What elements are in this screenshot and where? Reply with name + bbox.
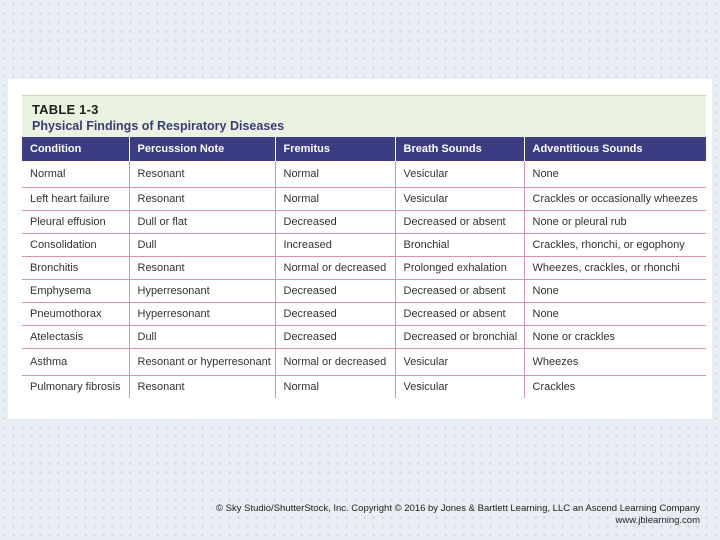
header-adventitious-sounds: Adventitious Sounds [524, 137, 706, 161]
table-row [22, 376, 706, 399]
cell-breath: Decreased or bronchial [395, 326, 524, 349]
cell-breath: Prolonged exhalation [395, 257, 524, 280]
cell-adventitious: Crackles [532, 381, 576, 393]
cell-fremitus: Normal [275, 376, 395, 399]
cell-adventitious: Crackles, rhonchi, or egophony [524, 234, 706, 257]
cell-condition: Pneumothorax [22, 303, 129, 326]
cell-fremitus: Decreased [275, 211, 395, 234]
copyright-credit [216, 503, 700, 527]
table-row [22, 303, 706, 326]
cell-condition: Left heart failure [22, 188, 129, 211]
cell-fremitus: Decreased [275, 303, 395, 326]
cell-adventitious: None or crackles [524, 326, 706, 349]
cell-fremitus: Decreased [275, 326, 395, 349]
header-breath-sounds: Breath Sounds [395, 137, 524, 161]
cell-breath: Vesicular [395, 376, 524, 399]
cell-breath: Decreased or absent [395, 211, 524, 234]
cell-adventitious: Wheezes [524, 349, 706, 376]
table-row [22, 211, 706, 234]
slide [8, 79, 712, 419]
table-row [22, 161, 706, 188]
cell-breath: Decreased or absent [395, 303, 524, 326]
cell-fremitus: Decreased [275, 280, 395, 303]
table-row [22, 257, 706, 280]
credit-line: © Sky Studio/ShutterStock, Inc. Copyright © 2016 by Jones & Bartlett Learning, LLC an Ascend Learning Company [216, 503, 700, 514]
table-row [22, 188, 706, 211]
cell-percussion: Resonant or hyperresonant [129, 349, 275, 376]
cell-percussion: Dull [129, 326, 275, 349]
cell-percussion: Resonant [129, 188, 275, 211]
cell-condition: Pleural effusion [22, 211, 129, 234]
table-row [22, 349, 706, 376]
table-row [22, 280, 706, 303]
credit-url: www.jblearning.com [615, 515, 700, 526]
cell-condition: Bronchitis [22, 257, 129, 280]
table-container [22, 95, 706, 391]
cell-breath: Decreased or absent [395, 280, 524, 303]
cell-adventitious: Wheezes, crackles, or rhonchi [524, 257, 706, 280]
table-caption [22, 95, 706, 137]
cell-breath: Vesicular [395, 349, 524, 376]
cell-percussion: Hyperresonant [129, 303, 275, 326]
header-row [22, 137, 706, 161]
table-row [22, 326, 706, 349]
cell-fremitus: Increased [275, 234, 395, 257]
cell-fremitus: Normal [275, 161, 395, 188]
cell-breath: Vesicular [395, 161, 524, 188]
cell-adventitious: Crackles or occasionally wheezes [524, 188, 706, 211]
header-percussion-note: Percussion Note [129, 137, 275, 161]
header-fremitus: Fremitus [275, 137, 395, 161]
cell-condition: Atelectasis [22, 326, 129, 349]
cell-adventitious: None or pleural rub [524, 211, 706, 234]
cell-percussion: Hyperresonant [129, 280, 275, 303]
cell-breath: Vesicular [395, 188, 524, 211]
cell-adventitious: None [524, 161, 706, 188]
cell-condition: Pulmonary fibrosis [22, 376, 129, 399]
cell-percussion: Dull [129, 234, 275, 257]
cell-percussion: Resonant [129, 376, 275, 399]
header-condition: Condition [22, 137, 129, 161]
cell-percussion: Dull or flat [129, 211, 275, 234]
cell-fremitus: Normal [275, 188, 395, 211]
table-number: TABLE 1-3 [32, 102, 99, 117]
cell-fremitus: Normal or decreased [275, 349, 395, 376]
cell-condition: Asthma [22, 349, 129, 376]
cell-adventitious: None [524, 280, 706, 303]
findings-table [22, 137, 706, 398]
cell-condition: Emphysema [22, 280, 129, 303]
cell-percussion: Resonant [129, 257, 275, 280]
table-row [22, 234, 706, 257]
cell-breath: Bronchial [395, 234, 524, 257]
cell-condition: Consolidation [22, 234, 129, 257]
cell-fremitus: Normal or decreased [275, 257, 395, 280]
cell-adventitious: None [524, 303, 706, 326]
table-title: Physical Findings of Respiratory Diseases [32, 119, 285, 133]
cell-percussion: Resonant [129, 161, 275, 188]
cell-condition: Normal [22, 161, 129, 188]
